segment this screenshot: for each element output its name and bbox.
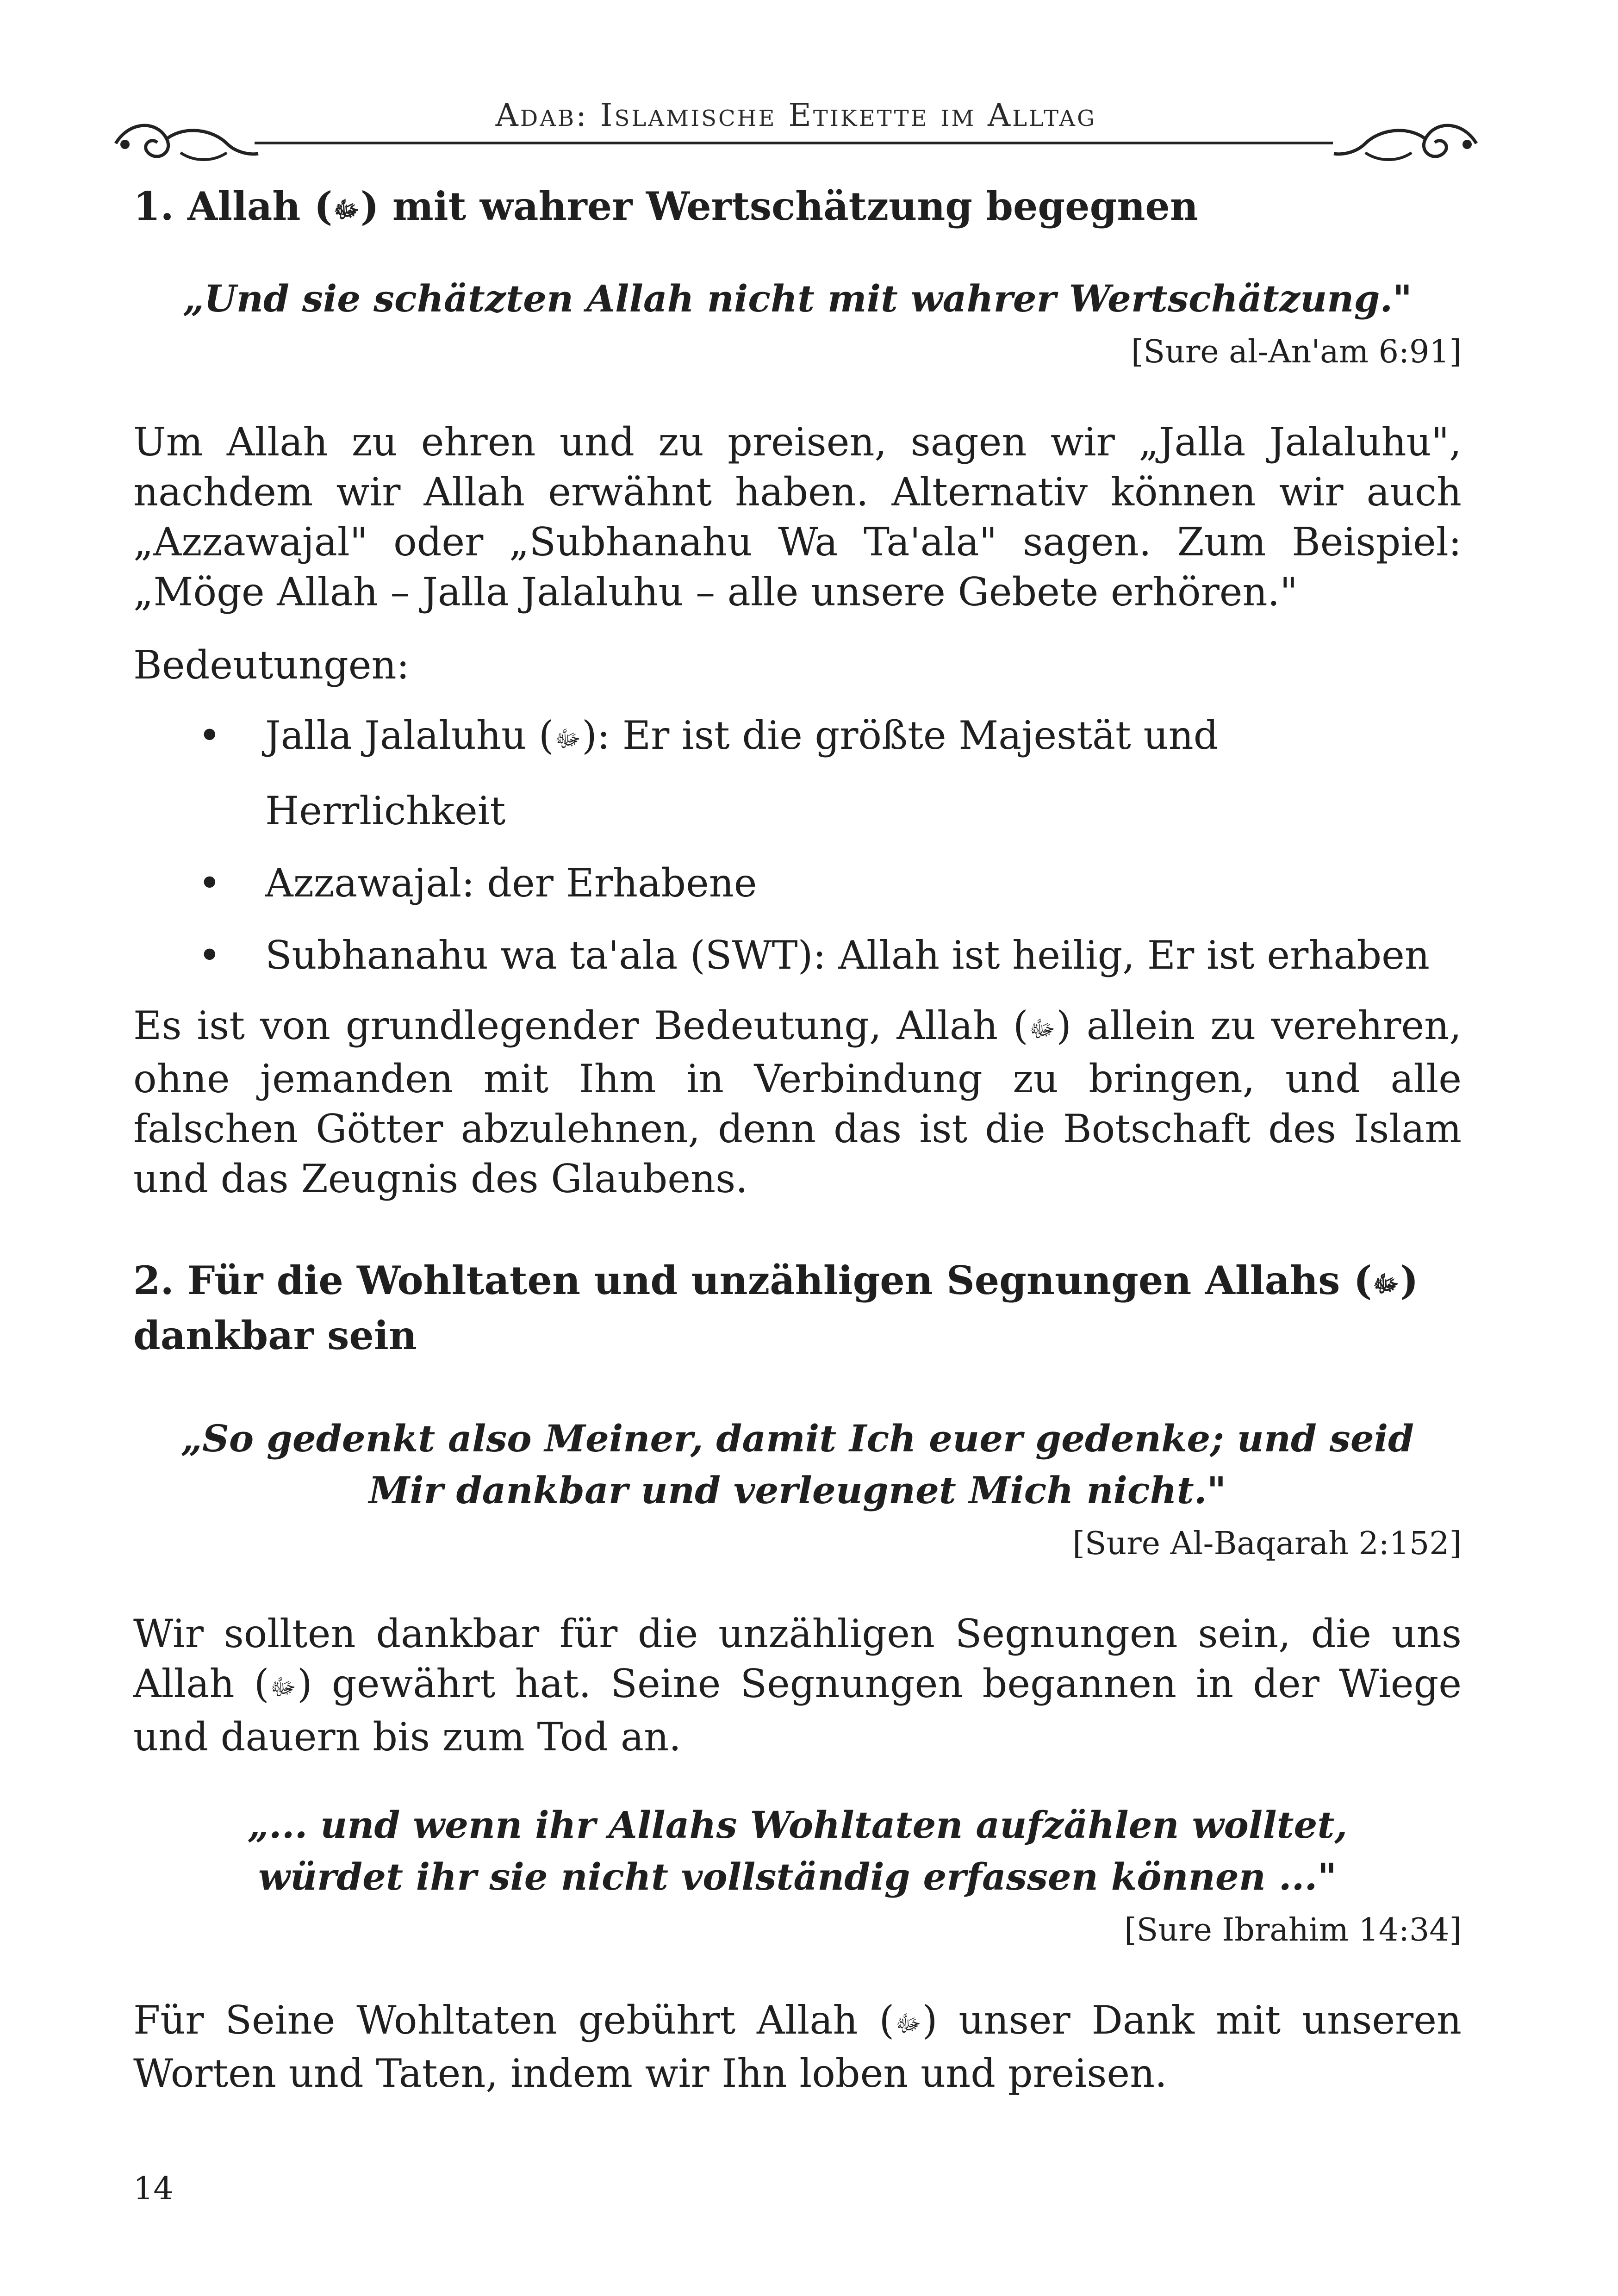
running-header xyxy=(111,97,1481,176)
jalla-jalaluhu-glyph: ﷻ xyxy=(554,725,581,752)
bullet-icon: • xyxy=(198,860,221,906)
meanings-list xyxy=(133,699,1462,991)
section-2-reference-2: [Sure Ibrahim 14:34] xyxy=(1124,1912,1462,1948)
page-content xyxy=(133,176,1462,2098)
bullet-icon: • xyxy=(198,933,221,978)
section-2-heading: 2. Für die Wohltaten und unzähligen Segnungen Allahs (ﷻ) dankbar sein xyxy=(133,1257,1419,1358)
section-2-paragraph-2: Für Seine Wohltaten gebührt Allah (ﷻ) unser Dank mit unseren Worten und Taten, indem wir Ihn loben und preisen. xyxy=(133,1997,1462,2096)
header-rule xyxy=(255,142,1333,144)
section-1-paragraph-2: Es ist von grundlegender Bedeutung, Allah (ﷻ) allein zu verehren, ohne jemanden mit Ihm in Verbindung zu bringen, und alle falschen Götter abzulehnen, denn das ist die Botschaft des Islam und das Zeugnis des Glaubens. xyxy=(133,1003,1462,1201)
right-flourish-ornament xyxy=(1333,111,1481,171)
list-item: • Jalla Jalaluhu (ﷻ): Er ist die größte Majestät und Herrlichkeit xyxy=(133,699,1462,847)
list-item: • Subhanahu wa ta'ala (SWT): Allah ist heilig, Er ist erhaben xyxy=(133,919,1462,991)
section-2-quote-1: „So gedenkt also Meiner, damit Ich euer gedenke; und seid Mir dankbar und verleugnet Mich nicht." xyxy=(180,1417,1414,1512)
jalla-jalaluhu-glyph: ﷻ xyxy=(1373,1270,1399,1297)
jalla-jalaluhu-glyph: ﷻ xyxy=(895,2010,921,2037)
jalla-jalaluhu-glyph: ﷻ xyxy=(1029,1015,1056,1042)
jalla-jalaluhu-glyph: ﷻ xyxy=(270,1674,296,1700)
header-title: Adab: Islamische Etikette im Alltag xyxy=(495,97,1097,134)
section-1-reference: [Sure al-An'am 6:91] xyxy=(1131,334,1462,370)
section-2-paragraph-1: Wir sollten dankbar für die unzähligen Segnungen sein, die uns Allah (ﷻ) gewährt hat. Seine Segnungen begannen in der Wiege und dauern bis zum Tod an. xyxy=(133,1611,1462,1760)
section-1-paragraph: Um Allah zu ehren und zu preisen, sagen wir „Jalla Jalaluhu", nachdem wir Allah erwähnt haben. Alternativ können wir auch „Azzawajal" oder „Subhanahu Wa Ta'ala" sagen. Zum Beispiel: „Möge Allah – Jalla Jalaluhu – alle unsere Gebete erhören." xyxy=(133,419,1462,615)
bullet-icon: • xyxy=(198,713,221,758)
jalla-jalaluhu-glyph: ﷻ xyxy=(333,196,360,223)
section-2-quote-2: „... und wenn ihr Allahs Wohltaten aufzählen wolltet, würdet ihr sie nicht vollständig erfassen können ..." xyxy=(247,1803,1348,1898)
page-number: 14 xyxy=(133,2171,174,2207)
meanings-label: Bedeutungen: xyxy=(133,642,410,688)
section-2-reference-1: [Sure Al-Baqarah 2:152] xyxy=(1072,1525,1462,1562)
section-1-heading: 1. Allah (ﷻ) mit wahrer Wertschätzung begegnen xyxy=(133,180,1462,236)
list-item: • Azzawajal: der Erhabene xyxy=(133,847,1462,919)
section-1-quote: „Und sie schätzten Allah nicht mit wahrer Wertschätzung." xyxy=(183,277,1412,320)
